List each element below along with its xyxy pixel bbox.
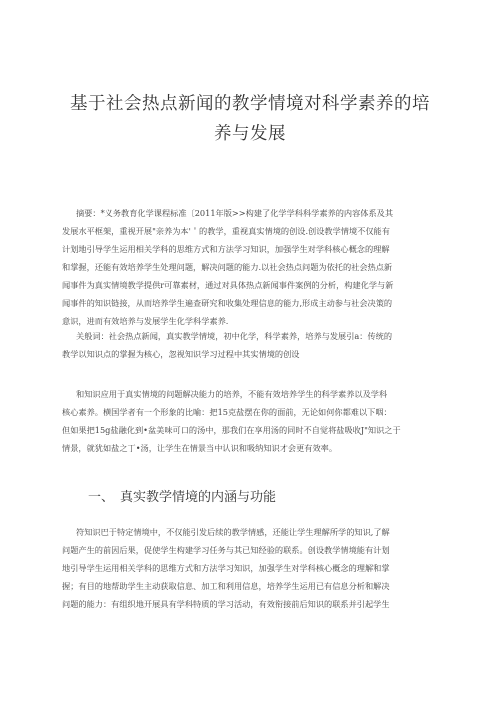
abstract-line: 闻事件的知识链接，从而培养学生遍查研究和收集处理信息的能力,形成主动参与社会决策的 xyxy=(62,298,393,308)
body-line: 核心素养。横国学者有一个形象的比喻：把15克盐摆在你的面前，无论如何你都难以下咽： xyxy=(62,407,392,417)
keywords-line: 关般词：社会热点新闻，真实教学情境，初中化学，科学素养，培养与发展引a：传统的 xyxy=(76,331,393,341)
abstract-line: 意识，进而有效培养与发展学生化学科学素养. xyxy=(62,316,229,326)
body-line: 问题的能力：有组织地开展具有学科特质的学习活动，有效衔接前后知识的联系并引起学生 xyxy=(62,599,390,609)
section-title: 真实教学情境的内涵与功能 xyxy=(120,490,277,505)
keywords-paragraph xyxy=(62,327,442,363)
abstract-line: 计划地引导学生运用相关学科的思维方式和方法学习知识，加强学生对学科核心概念的理解 xyxy=(62,244,390,254)
abstract-line: 闻事件为真实情境教学提供r可靠素材，通过对具体热点新闻事件案例的分析，构建化学与新 xyxy=(62,280,394,290)
paper-title-line-2: 养与发展 xyxy=(214,124,286,144)
keywords-line: 教学以知识点的掌握为核心，忽视知识学习过程中其实情境的创设 xyxy=(62,349,300,359)
abstract-line: 发展水平框架，重视开展"亲养为本'＇的教学，重视真实情境的创设.创设教学情境不仅能有 xyxy=(62,226,390,236)
body-paragraph-2 xyxy=(62,523,442,613)
body-line: 但如果把15g盐融化到•盆美味可口的汤中，那我们在享用汤的同时不自觉将盐吸收J"知识之于 xyxy=(62,425,401,435)
body-line: 和知识应用于真实情境的问题解决能力的培养，不能有效培养学生的科学素养以及学科 xyxy=(76,389,388,399)
body-line: 符知识巴于特定情境中，不仅能引发后续的教学情感，还能让学生理解所学的知识,了解 xyxy=(76,527,390,537)
abstract-line: 摘要：*义务教育化学课程标准〔2011年版>>构建了化学学科科学素养的内容体系及其 xyxy=(76,208,394,218)
body-line: 地引导学生运用相关学科的思维方式和方法学习知识，加强学生对学科核心概念的理解和掌 xyxy=(62,563,390,573)
abstract-paragraph xyxy=(62,204,442,330)
section-number: 一、 xyxy=(88,490,115,505)
body-paragraph-1 xyxy=(62,385,442,457)
body-line: 握；有目的地帮助学生主动获取信息、加工和利用信息，培养学生运用已有信息分析和解决 xyxy=(62,581,390,591)
abstract-line: 和掌握，还能有效培养学生处理问题，解决问题的能力.以社会热点问题为依托的社会热点新 xyxy=(62,262,393,272)
body-line: 问题产生的前因后果，促使学生构建学习任务与其已知经验的联系。创设教学情境能有计划 xyxy=(62,545,390,555)
section-heading-1 xyxy=(88,486,276,505)
body-line: 情景，就犹如盐之丁•汤，让学生在情景当中认识和吸纳知识才会更有效率。 xyxy=(62,443,338,453)
paper-title-line-1: 基于社会热点新闻的教学情境对科学素养的培 xyxy=(70,94,430,114)
